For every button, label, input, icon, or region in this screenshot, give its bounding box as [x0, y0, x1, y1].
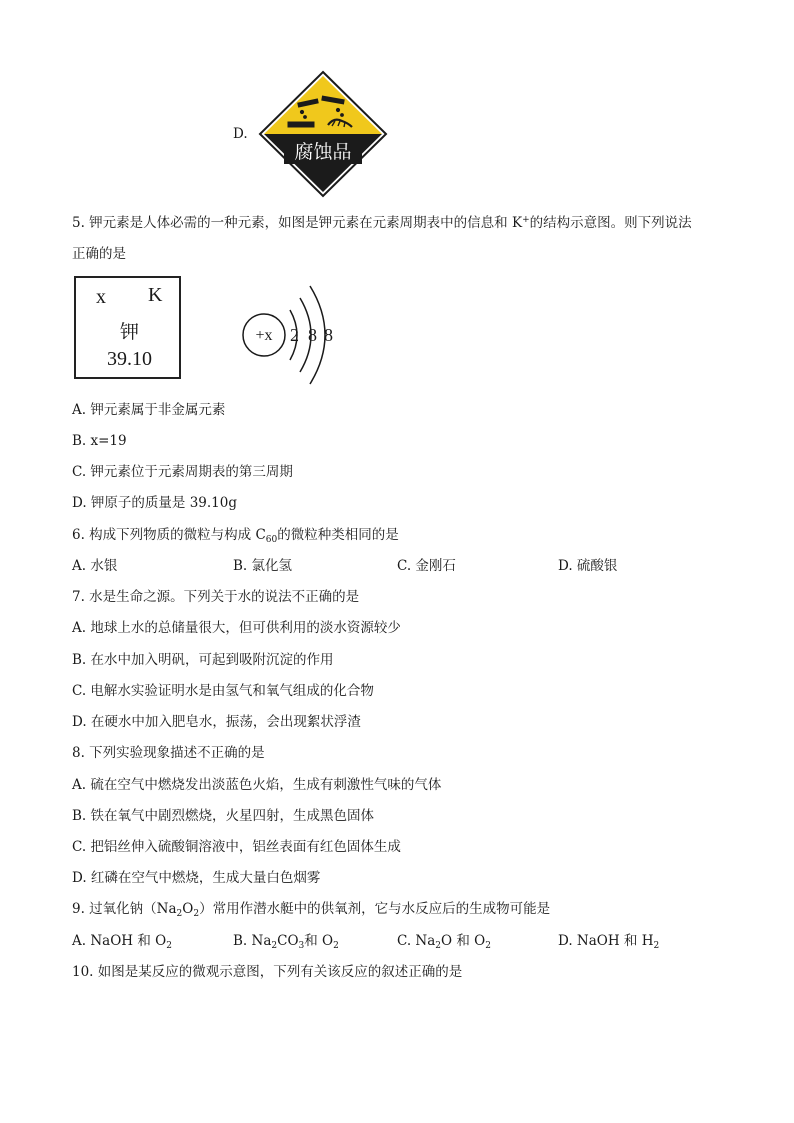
q9-stem-sub2: 2 — [193, 909, 200, 919]
q7-option-b[interactable]: B. 在水中加入明矾，可起到吸附沉淀的作用 — [72, 652, 334, 668]
q7-option-d[interactable]: D. 在硬水中加入肥皂水，振荡，会出现絮状浮渣 — [72, 714, 361, 730]
q9-option-a-sub: 2 — [166, 941, 172, 951]
q9-option-b-sub2: 3 — [298, 941, 305, 951]
q9-stem-text-b: ）常用作潜水艇中的供氧剂，它与水反应后的生成物可能是 — [199, 901, 551, 917]
q9-option-c-mid: O 和 O — [441, 933, 486, 949]
q9-option-c-sub1: 2 — [435, 941, 442, 951]
hazard-sign-text: 腐蚀品 — [294, 141, 352, 163]
q9-option-b-text: B. Na — [233, 933, 272, 949]
q8-option-c[interactable]: C. 把铝丝伸入硫酸铜溶液中，铝丝表面有红色固体生成 — [72, 839, 401, 855]
q9-option-d[interactable] — [558, 932, 659, 950]
q4-option-d-label[interactable]: D. — [233, 126, 248, 142]
q10-stem: 10. 如图是某反应的微观示意图，下列有关该反应的叙述正确的是 — [72, 964, 463, 980]
shell-electrons-1: 2 — [290, 325, 299, 345]
q9-option-c-sub2: 2 — [485, 941, 491, 951]
q9-option-d-sub: 2 — [653, 941, 660, 951]
nucleus-charge: +x — [255, 327, 273, 344]
q6-stem-text-b: 的微粒种类相同的是 — [277, 527, 399, 543]
q5-stem-text-a: 5. 钾元素是人体必需的一种元素，如图是钾元素在元素周期表中的信息和 K — [72, 215, 523, 231]
q9-option-b-tail: 和 O — [304, 933, 334, 949]
q9-option-c-text: C. Na — [397, 933, 436, 949]
q8-option-a[interactable]: A. 硫在空气中燃烧发出淡蓝色火焰，生成有刺激性气味的气体 — [72, 777, 442, 793]
q7-stem: 7. 水是生命之源。下列关于水的说法不正确的是 — [72, 589, 360, 605]
q9-option-b-sub3: 2 — [333, 941, 339, 951]
q8-stem: 8. 下列实验现象描述不正确的是 — [72, 745, 265, 761]
q9-option-c[interactable] — [397, 932, 491, 950]
shell-electrons-2: 8 — [308, 325, 317, 345]
q9-option-a-text: A. NaOH 和 O — [72, 933, 167, 949]
q9-stem — [72, 900, 550, 918]
q9-option-b[interactable] — [233, 932, 339, 950]
q6-option-c[interactable]: C. 金刚石 — [397, 558, 456, 574]
q6-stem-text-a: 6. 构成下列物质的微粒与构成 C — [72, 527, 266, 543]
k-ion-structure-diagram — [238, 280, 348, 390]
q5-stem-sup: + — [522, 215, 530, 225]
element-mass: 39.10 — [107, 348, 152, 370]
hazard-yellow-half — [264, 76, 382, 134]
element-name: 钾 — [120, 321, 140, 343]
q9-option-d-text: D. NaOH 和 H — [558, 933, 654, 949]
shell-electrons-3: 8 — [324, 325, 333, 345]
q5-option-b[interactable]: B. x=19 — [72, 433, 127, 449]
q9-stem-mid: O — [182, 901, 194, 917]
q5-option-c[interactable]: C. 钾元素位于元素周期表的第三周期 — [72, 464, 293, 480]
q8-option-b[interactable]: B. 铁在氧气中剧烈燃烧，火星四射，生成黑色固体 — [72, 808, 375, 824]
q9-stem-sub1: 2 — [176, 909, 183, 919]
q6-stem — [72, 526, 399, 544]
q6-option-a[interactable]: A. 水银 — [72, 558, 118, 574]
q5-option-a[interactable]: A. 钾元素属于非金属元素 — [72, 402, 226, 418]
q9-stem-text-a: 9. 过氧化钠（Na — [72, 901, 177, 917]
q9-option-a[interactable] — [72, 932, 172, 950]
element-symbol: K — [148, 284, 163, 306]
q6-option-b[interactable]: B. 氯化氢 — [233, 558, 293, 574]
q5-stem-line1 — [72, 214, 692, 232]
q5-option-d[interactable]: D. 钾原子的质量是 39.10g — [72, 495, 238, 511]
q8-option-d[interactable]: D. 红磷在空气中燃烧，生成大量白色烟雾 — [72, 870, 321, 886]
q7-option-a[interactable]: A. 地球上水的总储量很大，但可供利用的淡水资源较少 — [72, 620, 401, 636]
corrosive-hazard-sign — [258, 70, 388, 198]
q7-option-c[interactable]: C. 电解水实验证明水是由氢气和氧气组成的化合物 — [72, 683, 374, 699]
q6-option-d[interactable]: D. 硫酸银 — [558, 558, 618, 574]
q5-stem-text-b: 的结构示意图。则下列说法 — [529, 215, 692, 231]
q9-option-b-mid: CO — [277, 933, 299, 949]
q6-stem-sub: 60 — [265, 535, 278, 545]
q9-option-b-sub1: 2 — [271, 941, 278, 951]
q5-stem-line2: 正确的是 — [72, 246, 126, 262]
element-number: x — [96, 286, 106, 308]
element-cell — [74, 276, 181, 379]
